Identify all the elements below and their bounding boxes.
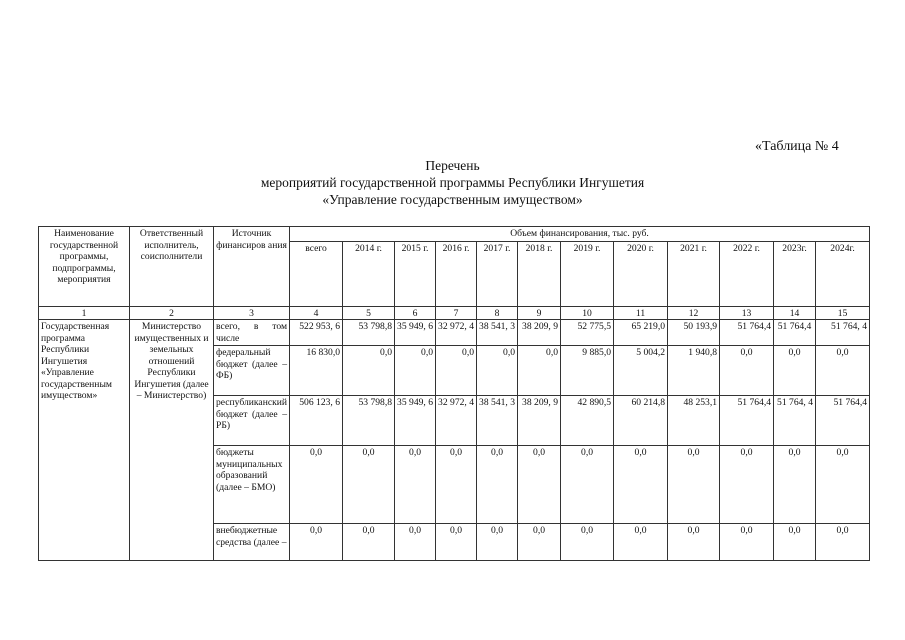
value-cell: 0,0 [816,524,870,561]
value-cell: 0,0 [720,346,774,396]
value-cell: 5 004,2 [614,346,668,396]
source-cell: республиканский бюджет (далее – РБ) [214,396,290,446]
header-year: 2023г. [774,241,816,306]
value-cell: 0,0 [614,446,668,524]
header-row [39,227,870,242]
header-year: 2015 г. [395,241,436,306]
value-cell: 0,0 [343,446,395,524]
header-year: 2020 г. [614,241,668,306]
title-line-3: «Управление государственным имуществом» [322,192,583,207]
value-cell: 0,0 [436,524,477,561]
header-year: 2024г. [816,241,870,306]
value-cell: 32 972, 4 [436,320,477,346]
table-row [39,320,870,346]
value-cell: 51 764,4 [720,396,774,446]
column-number: 14 [774,306,816,320]
value-cell: 0,0 [477,346,518,396]
value-cell: 0,0 [518,446,561,524]
header-year: 2019 г. [561,241,614,306]
column-number: 9 [518,306,561,320]
value-cell: 0,0 [477,524,518,561]
header-year: 2016 г. [436,241,477,306]
value-cell: 0,0 [561,524,614,561]
value-cell: 35 949, 6 [395,396,436,446]
column-number: 6 [395,306,436,320]
column-number: 15 [816,306,870,320]
header-year: 2021 г. [668,241,720,306]
header-name: Наименование государственной программы, подпрограммы, мероприятия [39,227,130,307]
header-funding: Объем финансирования, тыс. руб. [290,227,870,242]
value-cell: 506 123, 6 [290,396,343,446]
value-cell: 0,0 [518,346,561,396]
column-number: 10 [561,306,614,320]
value-cell: 51 764,4 [774,320,816,346]
value-cell: 0,0 [518,524,561,561]
value-cell: 0,0 [561,446,614,524]
source-cell: федеральный бюджет (далее – ФБ) [214,346,290,396]
column-number: 13 [720,306,774,320]
value-cell: 0,0 [720,524,774,561]
value-cell: 60 214,8 [614,396,668,446]
header-year: всего [290,241,343,306]
header-source: Источник финансиров ания [214,227,290,307]
source-cell: бюджеты муниципальных образований (далее – БМО) [214,446,290,524]
column-number: 4 [290,306,343,320]
column-number: 2 [130,306,214,320]
value-cell: 50 193,9 [668,320,720,346]
value-cell: 65 219,0 [614,320,668,346]
source-cell: внебюджетные средства (далее – [214,524,290,561]
value-cell: 0,0 [436,346,477,396]
value-cell: 0,0 [343,346,395,396]
header-year: 2022 г. [720,241,774,306]
column-number-row [39,306,870,320]
column-number: 12 [668,306,720,320]
value-cell: 53 798,8 [343,396,395,446]
header-executor: Ответственный исполнитель, соисполнители [130,227,214,307]
header-year: 2018 г. [518,241,561,306]
value-cell: 51 764,4 [720,320,774,346]
value-cell: 9 885,0 [561,346,614,396]
value-cell: 0,0 [774,346,816,396]
value-cell: 0,0 [477,446,518,524]
document-title [0,157,905,208]
value-cell: 0,0 [395,524,436,561]
value-cell: 42 890,5 [561,396,614,446]
value-cell: 0,0 [668,446,720,524]
value-cell: 0,0 [614,524,668,561]
column-number: 1 [39,306,130,320]
column-number: 8 [477,306,518,320]
value-cell: 16 830,0 [290,346,343,396]
value-cell: 0,0 [343,524,395,561]
header-year: 2017 г. [477,241,518,306]
column-number: 5 [343,306,395,320]
value-cell: 48 253,1 [668,396,720,446]
value-cell: 0,0 [290,446,343,524]
value-cell: 0,0 [395,446,436,524]
value-cell: 51 764,4 [816,396,870,446]
value-cell: 1 940,8 [668,346,720,396]
value-cell: 0,0 [816,346,870,396]
value-cell: 51 764, 4 [816,320,870,346]
funding-table [38,226,870,561]
title-line-2: мероприятий государственной программы Республики Ингушетия [260,175,645,190]
value-cell: 38 541, 3 [477,396,518,446]
value-cell: 0,0 [774,524,816,561]
value-cell: 0,0 [668,524,720,561]
column-number: 7 [436,306,477,320]
value-cell: 0,0 [774,446,816,524]
executor-cell: Министерство имущественных и земельных отношений Республики Ингушетия (далее – Министерство) [130,320,214,561]
value-cell: 0,0 [816,446,870,524]
value-cell: 32 972, 4 [436,396,477,446]
value-cell: 53 798,8 [343,320,395,346]
value-cell: 0,0 [436,446,477,524]
value-cell: 0,0 [395,346,436,396]
value-cell: 0,0 [290,524,343,561]
header-year: 2014 г. [343,241,395,306]
title-line-1: Перечень [425,158,480,173]
value-cell: 0,0 [720,446,774,524]
value-cell: 35 949, 6 [395,320,436,346]
value-cell: 38 209, 9 [518,320,561,346]
value-cell: 38 209, 9 [518,396,561,446]
value-cell: 522 953, 6 [290,320,343,346]
source-cell: всего, в том числе [214,320,290,346]
program-name-cell: Государственная программа Республики Ингушетия «Управление государственным имуществом» [39,320,130,561]
table-label: «Таблица № 4 [755,139,839,154]
column-number: 11 [614,306,668,320]
value-cell: 52 775,5 [561,320,614,346]
value-cell: 51 764, 4 [774,396,816,446]
value-cell: 38 541, 3 [477,320,518,346]
column-number: 3 [214,306,290,320]
